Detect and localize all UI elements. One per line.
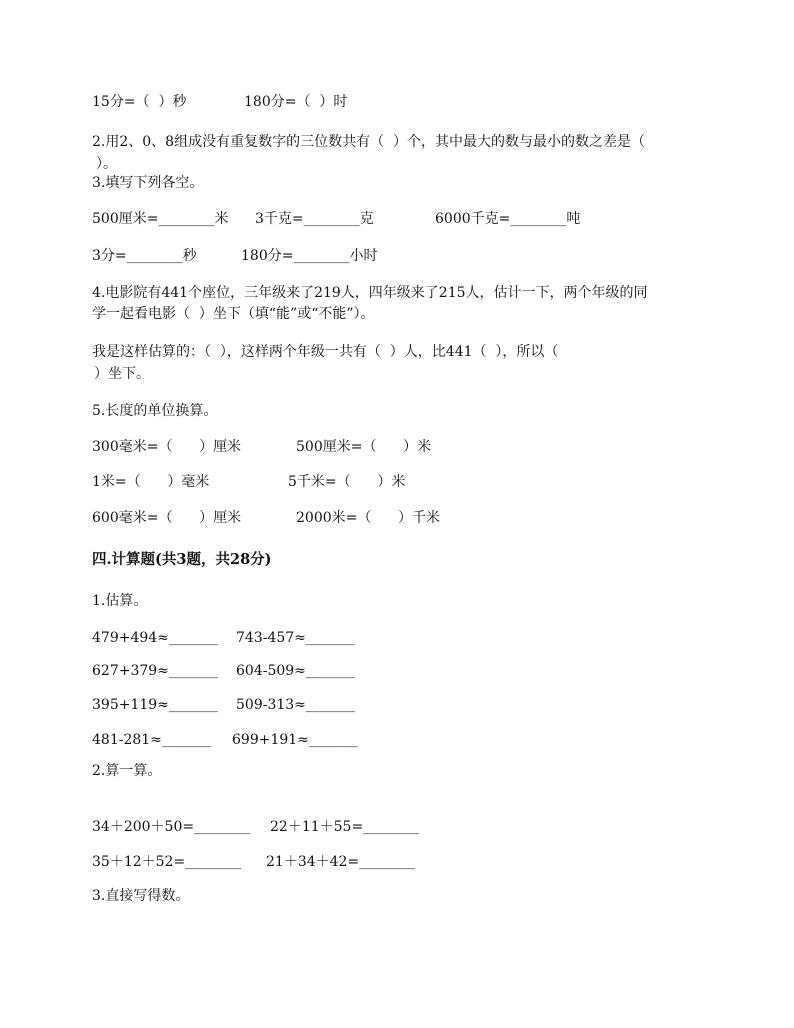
- calc-2-title: 2.算一算。: [92, 763, 162, 779]
- question-5-item-a: 300毫米=（ ）厘米: [92, 439, 242, 455]
- question-5-item-d: 5千米=（ ）米: [288, 474, 406, 490]
- calc-1-item-d: 604-509≈_______: [236, 663, 355, 679]
- question-5-item-f: 2000米=（ ）千米: [296, 510, 441, 526]
- calc-2-item-d: 21＋34＋42=________: [266, 854, 416, 870]
- question-4-line-2: 学一起看电影（ ）坐下（填“能”或“不能”）。: [92, 306, 375, 322]
- question-3-item-b: 3千克=________克: [255, 211, 374, 227]
- question-3-item-d: 3分=________秒: [92, 248, 197, 264]
- question-2-line-2: ）。: [96, 156, 117, 172]
- calc-1-item-c: 627+379≈_______: [92, 663, 218, 679]
- calc-2-item-c: 35＋12＋52=________: [92, 854, 242, 870]
- calc-2-item-a: 34＋200＋50=________: [92, 819, 251, 835]
- calc-3-title: 3.直接写得数。: [92, 888, 190, 904]
- question-3-title: 3.填写下列各空。: [92, 175, 204, 191]
- question-5-item-b: 500厘米=（ ）米: [296, 439, 432, 455]
- question-5-item-c: 1米=（ ）毫米: [92, 474, 210, 490]
- question-5-item-e: 600毫米=（ ）厘米: [92, 510, 242, 526]
- time-conversion-2: 180分=（ ）时: [244, 94, 348, 110]
- calc-2-item-b: 22＋11＋55=________: [270, 819, 420, 835]
- calc-1-title: 1.估算。: [92, 593, 148, 609]
- question-4-line-1: 4.电影院有441个座位，三年级来了219人，四年级来了215人，估计一下，两个年级的同: [92, 285, 648, 301]
- section-4-heading: 四.计算题(共3题，共28分): [92, 551, 272, 568]
- question-3-item-e: 180分=________小时: [241, 248, 378, 264]
- question-3-item-a: 500厘米=________米: [92, 211, 229, 227]
- question-4-line-3: 我是这样估算的：（ ），这样两个年级一共有（ ）人，比441（ ），所以（: [92, 344, 559, 360]
- question-3-item-c: 6000千克=________吨: [435, 211, 581, 227]
- calc-1-item-e: 395+119≈_______: [92, 697, 218, 713]
- time-conversion-1: 15分=（ ）秒: [92, 94, 187, 110]
- calc-1-item-h: 699+191≈_______: [232, 732, 358, 748]
- calc-1-item-a: 479+494≈_______: [92, 630, 218, 646]
- question-5-title: 5.长度的单位换算。: [92, 403, 218, 419]
- question-4-line-4: ）坐下。: [94, 366, 150, 382]
- calc-1-item-b: 743-457≈_______: [236, 630, 355, 646]
- question-2-line-1: 2.用2、0、8组成没有重复数字的三位数共有（ ）个，其中最大的数与最小的数之差是（: [92, 134, 645, 150]
- calc-1-item-g: 481-281≈_______: [92, 732, 211, 748]
- calc-1-item-f: 509-313≈_______: [236, 697, 355, 713]
